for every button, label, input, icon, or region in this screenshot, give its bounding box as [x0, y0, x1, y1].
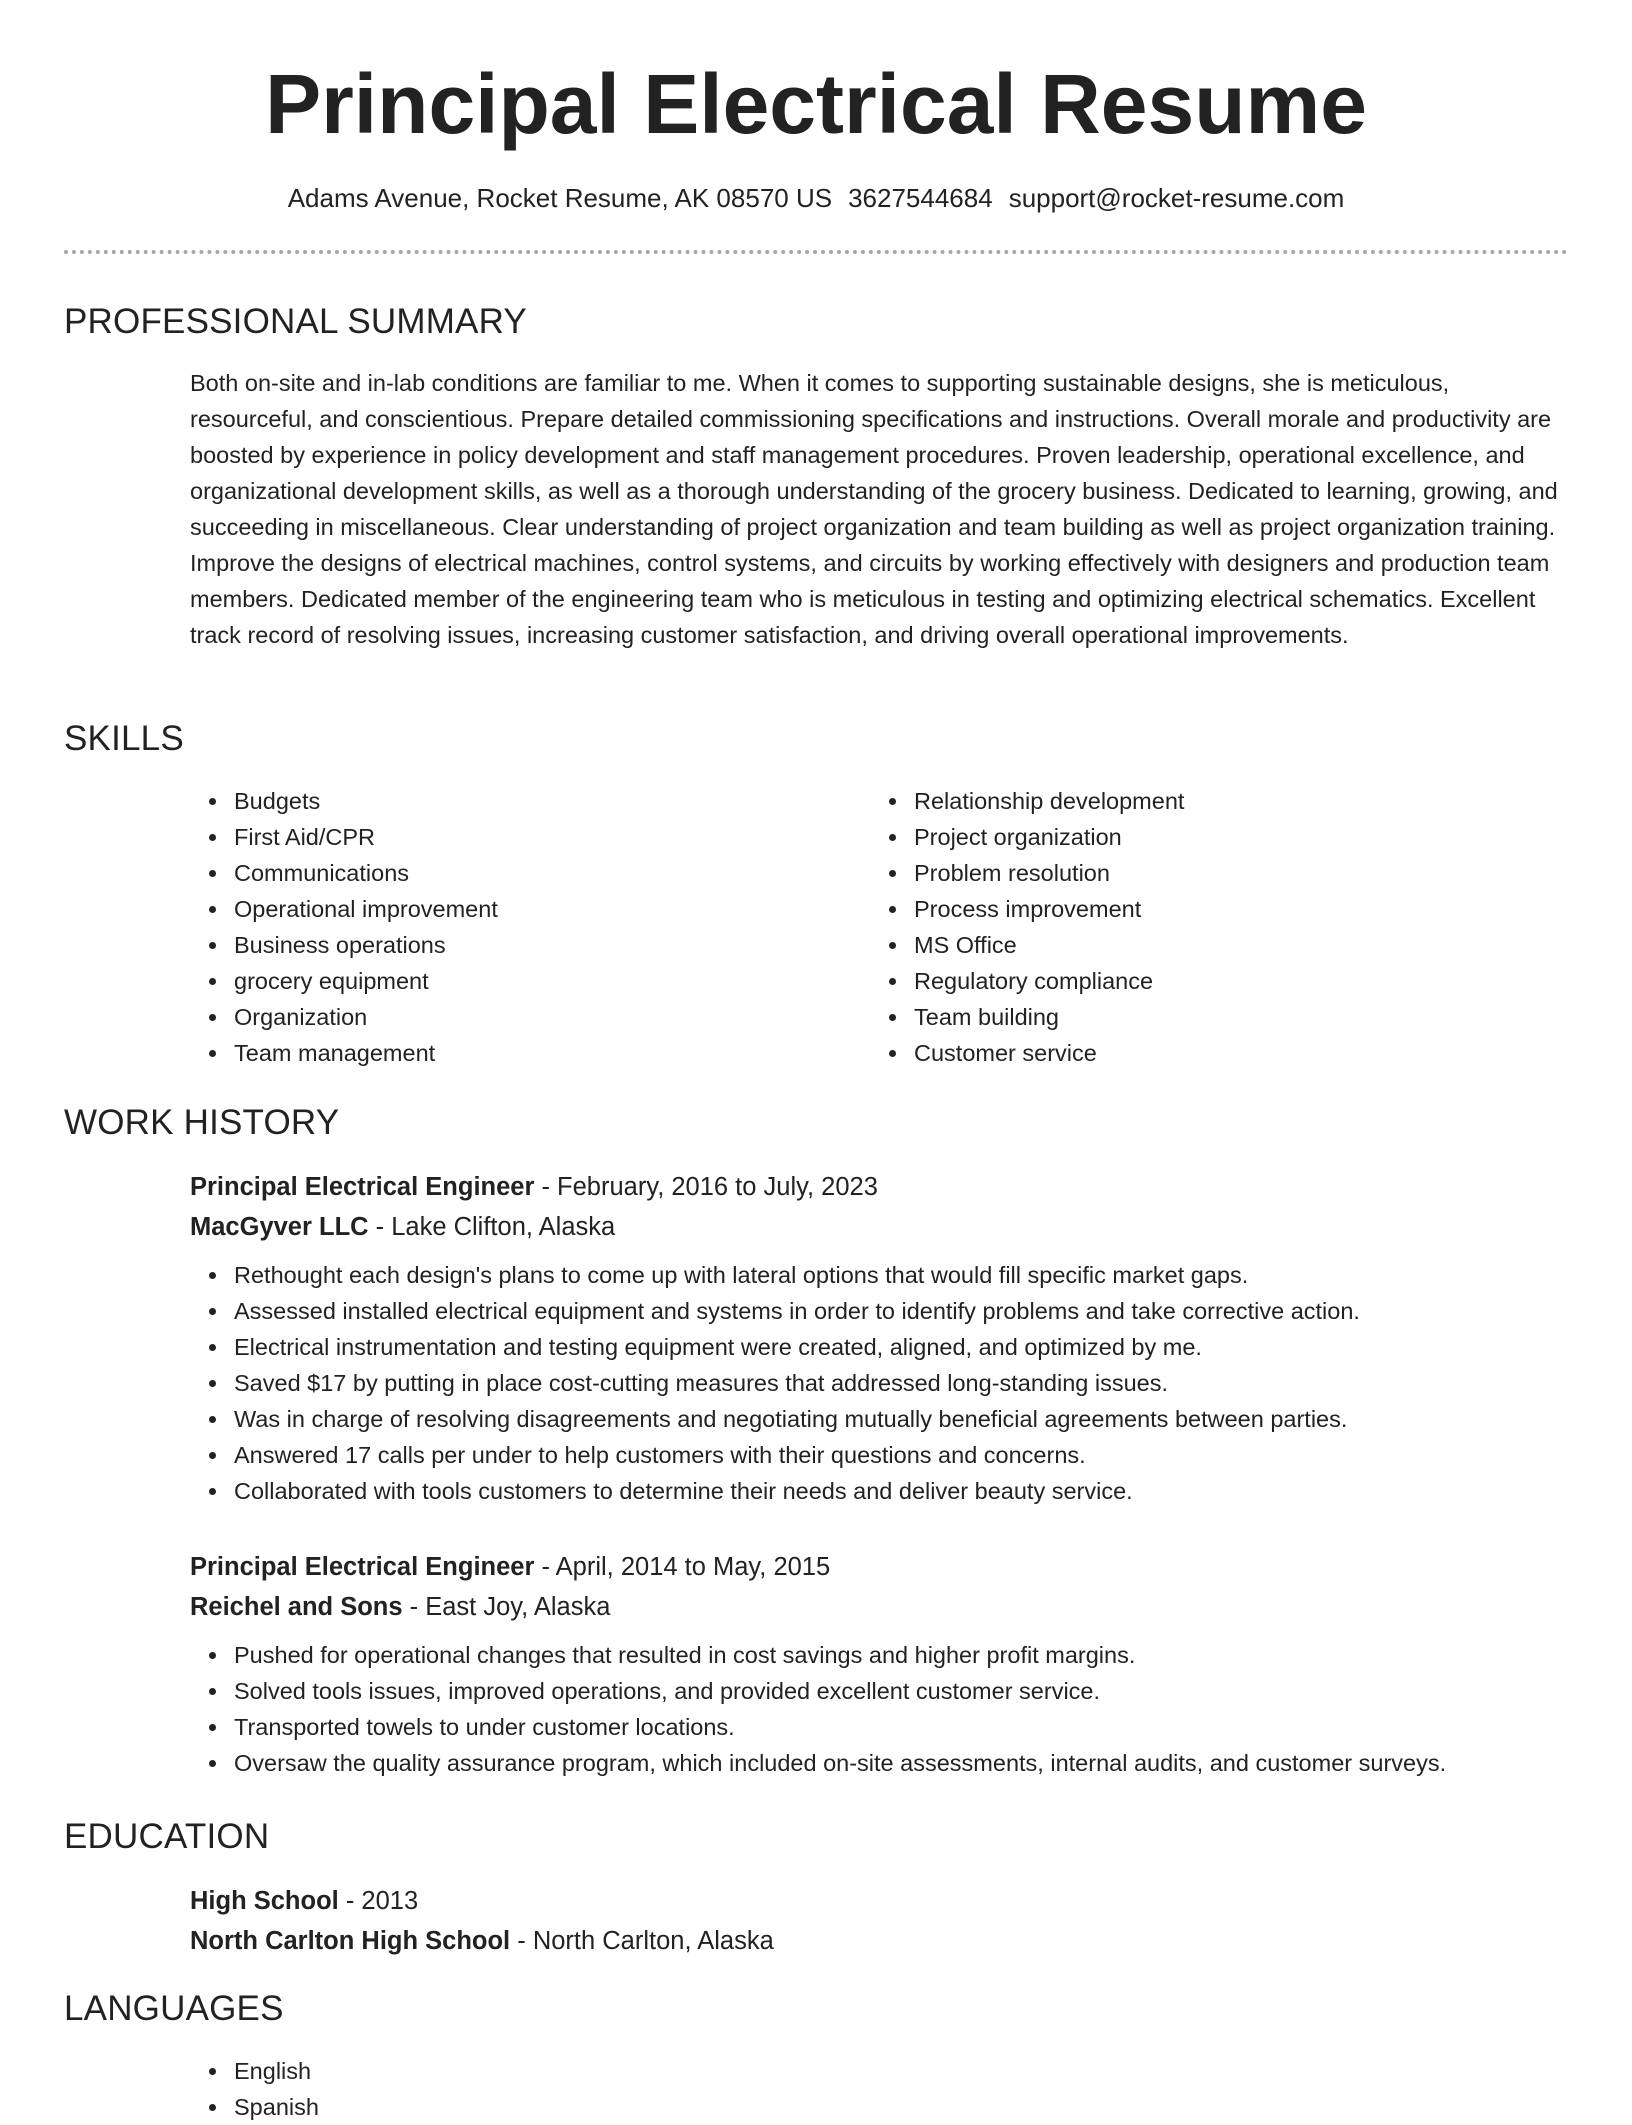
summary-heading: PROFESSIONAL SUMMARY	[64, 302, 527, 341]
education-degree: High School	[190, 1887, 339, 1915]
job-bullet: Transported towels to under customer locations.	[234, 1709, 1568, 1745]
job-bullet: Oversaw the quality assurance program, which included on-site assessments, internal audits, and customer surveys.	[234, 1745, 1568, 1781]
work-heading: WORK HISTORY	[64, 1103, 340, 1142]
job-bullet: Rethought each design's plans to come up with lateral options that would fill specific market gaps.	[234, 1257, 1568, 1293]
job-company: MacGyver LLC	[190, 1213, 369, 1241]
job-bullet: Saved $17 by putting in place cost-cutting measures that addressed long-standing issues.	[234, 1365, 1568, 1401]
skill-item: Organization	[234, 999, 870, 1035]
education-location: - North Carlton, Alaska	[510, 1927, 774, 1955]
job-bullet: Pushed for operational changes that resulted in cost savings and higher profit margins.	[234, 1637, 1568, 1673]
skill-item: Regulatory compliance	[914, 963, 1550, 999]
job-title-line	[190, 1167, 1568, 1207]
job-company-line	[190, 1587, 1568, 1627]
skill-item: Communications	[234, 855, 870, 891]
job-company: Reichel and Sons	[190, 1593, 403, 1621]
skill-item: Relationship development	[914, 783, 1550, 819]
skill-item: MS Office	[914, 927, 1550, 963]
language-item: English	[234, 2053, 1568, 2089]
job-entry	[190, 1167, 1568, 1509]
education-school-line	[190, 1921, 1568, 1961]
contact-phone: 3627544684	[848, 183, 993, 213]
skill-item: Team building	[914, 999, 1550, 1035]
contact-line	[64, 180, 1568, 216]
job-bullet: Assessed installed electrical equipment and systems in order to identify problems and take corrective action.	[234, 1293, 1568, 1329]
job-bullet-list	[190, 1637, 1568, 1781]
summary-section	[190, 365, 1568, 653]
resume-title: Principal Electrical Resume	[265, 57, 1367, 151]
education-heading: EDUCATION	[64, 1817, 270, 1856]
skills-list-left	[190, 783, 870, 1071]
skill-item: Team management	[234, 1035, 870, 1071]
job-entry	[190, 1547, 1568, 1781]
job-company-line	[190, 1207, 1568, 1247]
education-section	[190, 1881, 1568, 1961]
job-bullet: Was in charge of resolving disagreements and negotiating mutually beneficial agreements between parties.	[234, 1401, 1568, 1437]
skill-item: Budgets	[234, 783, 870, 819]
contact-address: Adams Avenue, Rocket Resume, AK 08570 US	[287, 183, 833, 213]
skill-item: Project organization	[914, 819, 1550, 855]
skill-item: Process improvement	[914, 891, 1550, 927]
job-dates: - February, 2016 to July, 2023	[534, 1173, 878, 1201]
skills-grid	[190, 783, 1568, 1071]
skill-item: grocery equipment	[234, 963, 870, 999]
job-location: - Lake Clifton, Alaska	[368, 1213, 616, 1241]
languages-section	[190, 2053, 1568, 2125]
skill-item: Problem resolution	[914, 855, 1550, 891]
languages-heading: LANGUAGES	[64, 1989, 284, 2028]
job-bullet-list	[190, 1257, 1568, 1509]
job-role: Principal Electrical Engineer	[190, 1553, 535, 1581]
job-bullet: Collaborated with tools customers to determine their needs and deliver beauty service.	[234, 1473, 1568, 1509]
skill-item: First Aid/CPR	[234, 819, 870, 855]
skill-item: Business operations	[234, 927, 870, 963]
language-item: Spanish	[234, 2089, 1568, 2125]
skill-item: Customer service	[914, 1035, 1550, 1071]
job-bullet: Answered 17 calls per under to help customers with their questions and concerns.	[234, 1437, 1568, 1473]
job-title-line	[190, 1547, 1568, 1587]
skills-section	[190, 783, 1568, 1071]
job-bullet: Solved tools issues, improved operations, and provided excellent customer service.	[234, 1673, 1568, 1709]
job-dates: - April, 2014 to May, 2015	[534, 1553, 831, 1581]
job-bullet: Electrical instrumentation and testing equipment were created, aligned, and optimized by me.	[234, 1329, 1568, 1365]
summary-text: Both on-site and in-lab conditions are familiar to me. When it comes to supporting sustainable designs, she is meticulous, resourceful, and conscientious. Prepare detailed commissioning specifications and instructions. Overall morale and productivity are boosted by experience in policy development and staff management procedures. Proven leadership, operational excellence, and organizational development skills, as well as a thorough understanding of the grocery business. Dedicated to learning, growing, and succeeding in miscellaneous. Clear understanding of project organization and team building as well as project organization training. Improve the designs of electrical machines, control systems, and circuits by working effectively with designers and production team members. Dedicated member of the engineering team who is meticulous in testing and optimizing electrical schematics. Excellent track record of resolving issues, increasing customer satisfaction, and driving overall operational improvements.	[190, 370, 1558, 648]
education-year: - 2013	[338, 1887, 419, 1915]
skills-heading: SKILLS	[64, 719, 184, 758]
header-divider	[64, 250, 1568, 254]
education-degree-line	[190, 1881, 1568, 1921]
contact-email: support@rocket-resume.com	[1008, 183, 1345, 213]
languages-list	[190, 2053, 1568, 2125]
education-school: North Carlton High School	[190, 1927, 511, 1955]
skill-item: Operational improvement	[234, 891, 870, 927]
skills-list-right	[870, 783, 1550, 1071]
job-role: Principal Electrical Engineer	[190, 1173, 535, 1201]
job-location: - East Joy, Alaska	[402, 1593, 611, 1621]
